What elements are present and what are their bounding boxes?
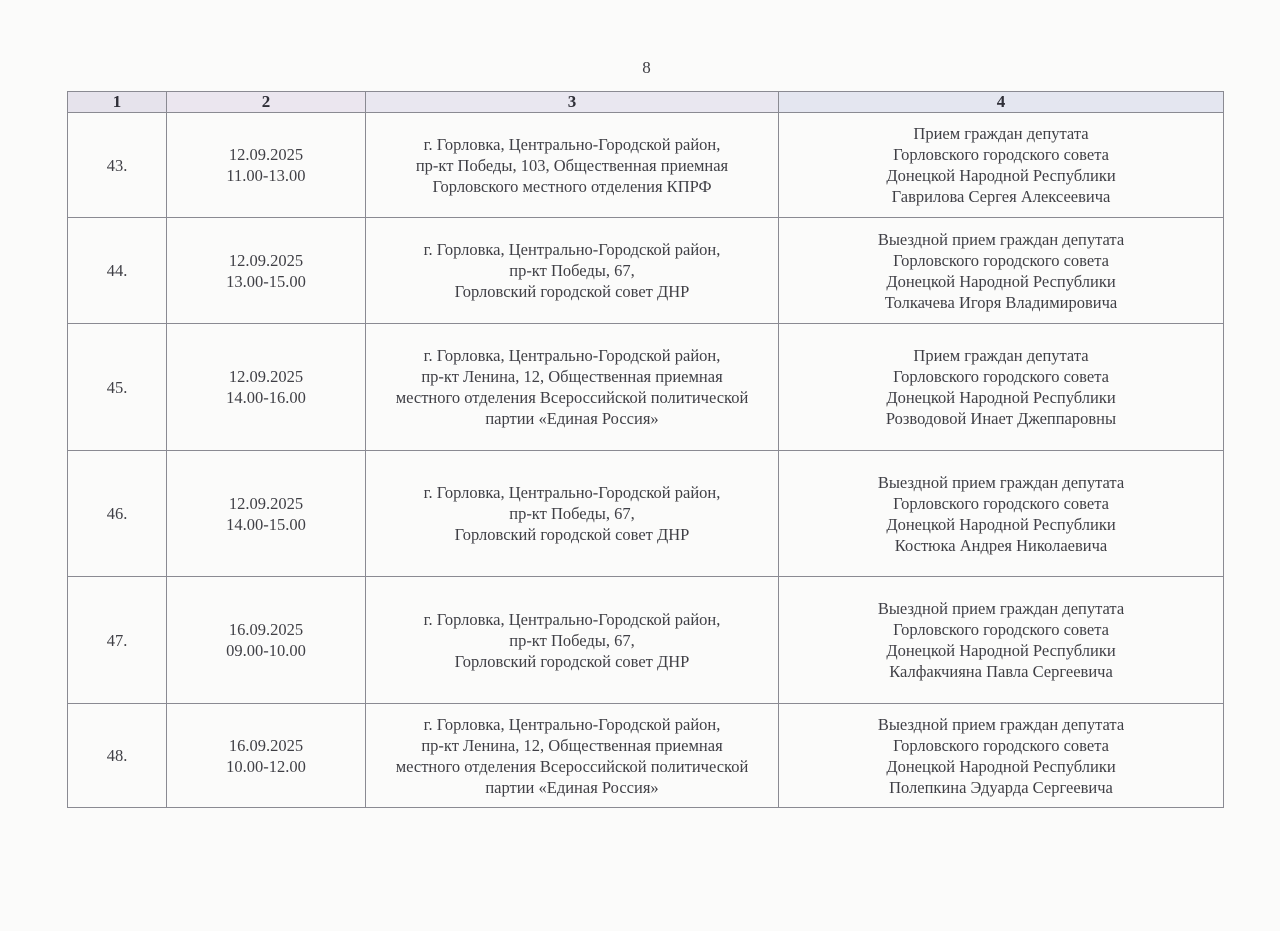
date-time-cell [167, 451, 366, 577]
place-line: Горловский городской совет ДНР [454, 525, 690, 544]
event-line: Донецкой Народной Республики [886, 388, 1116, 407]
place-line: партии «Единая Россия» [485, 777, 659, 797]
place-line: Горловский городской совет ДНР [454, 651, 690, 671]
date-time-cell [167, 704, 366, 808]
event-line: Выездной прием граждан депутата [877, 714, 1125, 734]
event-line: Толкачева Игоря Владимировича [884, 292, 1118, 312]
event-cell [779, 704, 1224, 808]
place-cell [366, 704, 779, 808]
event-line: Полепкина Эдуарда Сергеевича [889, 777, 1113, 797]
place-line: пр-кт Ленина, 12, Общественная приемная [421, 367, 723, 386]
event-line: Гаврилова Сергея Алексеевича [891, 187, 1111, 206]
place-line: местного отделения Всероссийской политической [395, 388, 749, 407]
place-cell [366, 577, 779, 704]
event-line: Розводовой Инает Джеппаровны [885, 409, 1117, 428]
place-line: пр-кт Победы, 67, [509, 504, 635, 523]
event-line: Горловского городского совета [893, 620, 1109, 639]
place-line: г. Горловка, Центрально-Городской район, [423, 609, 721, 629]
place-line: пр-кт Ленина, 12, Общественная приемная [421, 735, 723, 755]
page-number: 8 [642, 58, 651, 77]
place-line: г. Горловка, Центрально-Городской район, [423, 483, 721, 502]
event-line: Горловского городского совета [893, 493, 1109, 513]
event-cell [779, 113, 1224, 218]
table-row [68, 218, 1224, 324]
table-row [68, 324, 1224, 451]
place-cell [366, 113, 779, 218]
table-row [68, 704, 1224, 808]
event-line: Донецкой Народной Республики [886, 641, 1116, 660]
event-line: Прием граждан депутата [913, 124, 1089, 143]
row-number: 47. [68, 577, 167, 704]
table-row [68, 577, 1224, 704]
place-line: пр-кт Победы, 67, [509, 261, 635, 280]
place-cell [366, 324, 779, 451]
place-line: пр-кт Победы, 103, Общественная приемная [415, 155, 729, 175]
place-line: партии «Единая Россия» [485, 409, 659, 428]
event-line: Горловского городского совета [893, 367, 1109, 386]
date: 16.09.2025 [228, 735, 304, 755]
event-cell [779, 324, 1224, 451]
place-line: г. Горловка, Центрально-Городской район, [423, 240, 721, 259]
event-cell [779, 451, 1224, 577]
column-header-1: 1 [68, 92, 167, 113]
event-line: Прием граждан депутата [913, 346, 1089, 365]
time: 10.00-12.00 [226, 756, 306, 776]
place-cell [366, 218, 779, 324]
date-time-cell [167, 324, 366, 451]
event-line: Горловского городского совета [893, 735, 1109, 755]
event-cell [779, 577, 1224, 704]
place-line: Горловский городской совет ДНР [454, 282, 690, 301]
date: 12.09.2025 [228, 493, 304, 513]
place-line: местного отделения Всероссийской политической [395, 756, 749, 776]
date: 12.09.2025 [228, 145, 304, 164]
event-line: Донецкой Народной Республики [886, 756, 1116, 776]
time: 13.00-15.00 [226, 271, 306, 291]
event-line: Донецкой Народной Республики [886, 271, 1116, 291]
row-number: 44. [68, 218, 167, 324]
event-line: Донецкой Народной Республики [886, 514, 1116, 534]
column-header-2: 2 [167, 92, 366, 113]
column-header-4: 4 [779, 92, 1224, 113]
place-line: Горловского местного отделения КПРФ [432, 176, 712, 196]
table-row [68, 113, 1224, 218]
event-line: Костюка Андрея Николаевича [894, 535, 1108, 555]
place-line: пр-кт Победы, 67, [509, 630, 635, 650]
row-number: 46. [68, 451, 167, 577]
event-line: Выездной прием граждан депутата [877, 229, 1125, 249]
event-line: Калфакчияна Павла Сергеевича [889, 662, 1113, 681]
place-line: г. Горловка, Центрально-Городской район, [423, 714, 721, 734]
date: 12.09.2025 [228, 367, 304, 386]
date: 12.09.2025 [228, 250, 304, 270]
date-time-cell [167, 113, 366, 218]
row-number: 43. [68, 113, 167, 218]
row-number: 48. [68, 704, 167, 808]
event-line: Донецкой Народной Республики [886, 166, 1116, 185]
time: 14.00-16.00 [226, 388, 306, 407]
schedule-table [67, 91, 1224, 808]
event-line: Выездной прием граждан депутата [877, 472, 1125, 492]
place-line: г. Горловка, Центрально-Городской район, [423, 134, 721, 154]
date-time-cell [167, 218, 366, 324]
event-line: Горловского городского совета [893, 145, 1109, 164]
row-number: 45. [68, 324, 167, 451]
time: 14.00-15.00 [226, 514, 306, 534]
event-cell [779, 218, 1224, 324]
column-header-3: 3 [366, 92, 779, 113]
date-time-cell [167, 577, 366, 704]
time: 11.00-13.00 [226, 166, 306, 185]
event-line: Горловского городского совета [893, 250, 1109, 270]
place-line: г. Горловка, Центрально-Городской район, [423, 346, 721, 365]
event-line: Выездной прием граждан депутата [877, 599, 1125, 618]
time: 09.00-10.00 [226, 641, 306, 660]
table-header-row [68, 92, 1224, 113]
place-cell [366, 451, 779, 577]
date: 16.09.2025 [228, 620, 304, 639]
table-row [68, 451, 1224, 577]
